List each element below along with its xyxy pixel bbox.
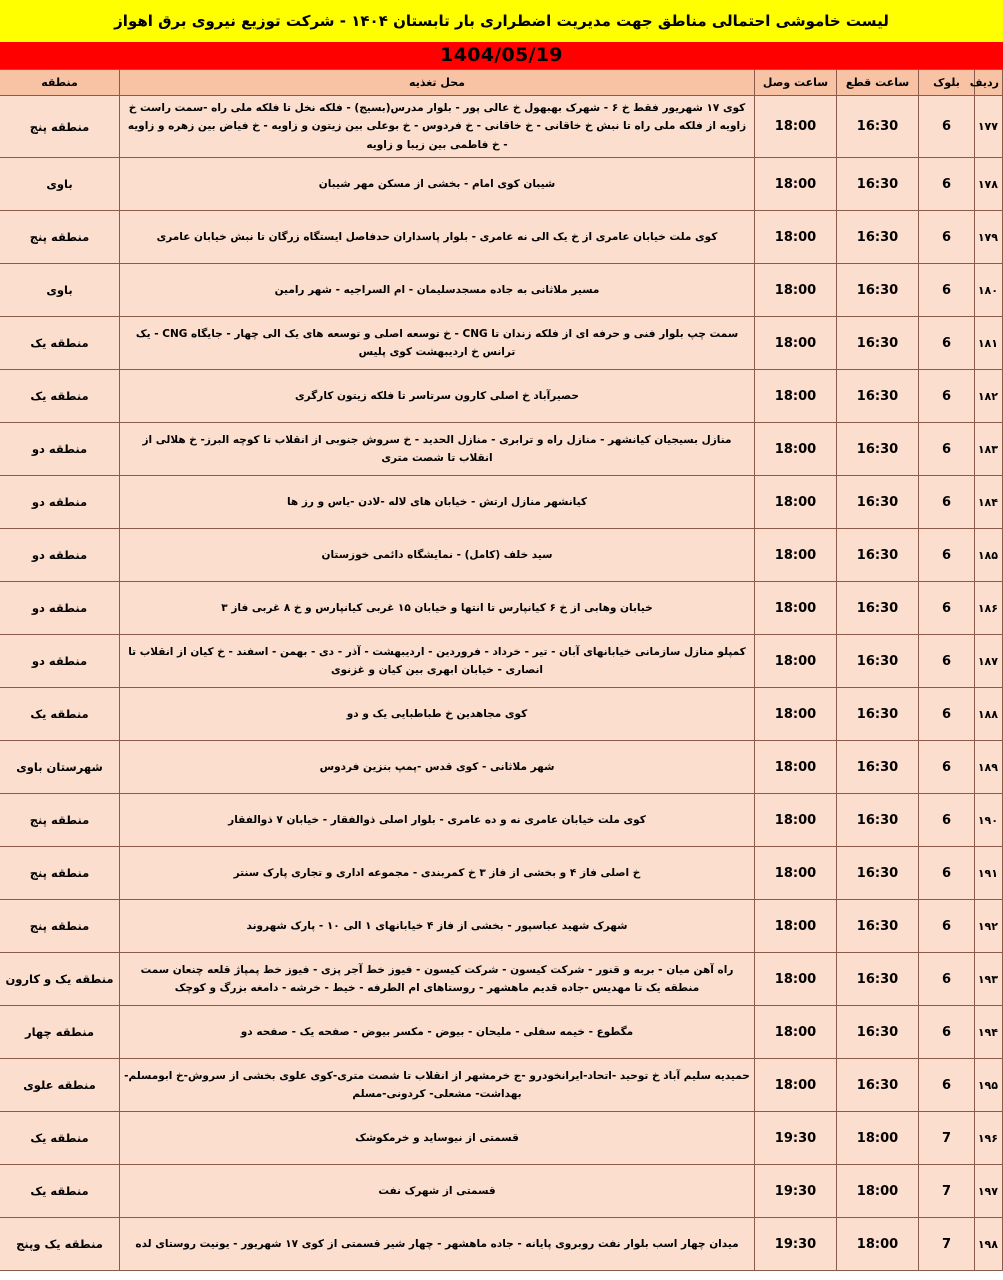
cell-off-time: 16:30 xyxy=(837,1059,919,1112)
cell-block: 6 xyxy=(919,1059,975,1112)
table-row xyxy=(0,1218,1003,1271)
cell-on-time: 18:00 xyxy=(755,423,837,476)
cell-radif: ۱۹۳ xyxy=(975,953,1003,1006)
cell-radif: ۱۹۲ xyxy=(975,900,1003,953)
cell-off-time: 18:00 xyxy=(837,1112,919,1165)
cell-radif: ۱۸۶ xyxy=(975,582,1003,635)
cell-address: شیبان کوی امام - بخشی از مسکن مهر شیبان xyxy=(120,158,755,211)
cell-on-time: 18:00 xyxy=(755,900,837,953)
cell-block: 6 xyxy=(919,688,975,741)
cell-region: منطقه یک وپنج xyxy=(0,1218,120,1271)
cell-on-time: 18:00 xyxy=(755,1059,837,1112)
cell-region: منطقه علوی xyxy=(0,1059,120,1112)
table-row xyxy=(0,158,1003,211)
cell-block: 6 xyxy=(919,847,975,900)
column-header-on-time: ساعت وصل xyxy=(755,70,837,96)
table-row xyxy=(0,1112,1003,1165)
cell-address: شهرک شهید عباسپور - بخشی از فاز ۴ خیابانهای ۱ الی ۱۰ - پارک شهروند xyxy=(120,900,755,953)
cell-block: 6 xyxy=(919,900,975,953)
cell-on-time: 19:30 xyxy=(755,1112,837,1165)
cell-radif: ۱۹۷ xyxy=(975,1165,1003,1218)
cell-on-time: 18:00 xyxy=(755,741,837,794)
cell-region: منطقه پنج xyxy=(0,211,120,264)
cell-off-time: 16:30 xyxy=(837,529,919,582)
cell-region: منطقه دو xyxy=(0,635,120,688)
cell-on-time: 18:00 xyxy=(755,635,837,688)
table-row xyxy=(0,317,1003,370)
cell-radif: ۱۸۹ xyxy=(975,741,1003,794)
cell-radif: ۱۸۳ xyxy=(975,423,1003,476)
cell-address: کوی ۱۷ شهریور فقط خ ۶ - شهرک بهبهول خ عالی پور - بلوار مدرس(بسیج) - فلکه نخل تا فلکه ملی راه -سمت راست خ زاویه از فلکه ملی راه تا نبش خ خاقانی - خ خاقانی - خ فردوس - خ بوعلی بین زیتون و زاویه - خ فیاض بین زهره و زاویه - خ فاطمی بین زیبا و زاویه xyxy=(120,96,755,158)
cell-region: شهرستان باوی xyxy=(0,741,120,794)
table-row xyxy=(0,423,1003,476)
cell-radif: ۱۹۱ xyxy=(975,847,1003,900)
cell-on-time: 18:00 xyxy=(755,582,837,635)
cell-off-time: 16:30 xyxy=(837,1006,919,1059)
cell-block: 6 xyxy=(919,953,975,1006)
cell-block: 6 xyxy=(919,794,975,847)
cell-address: خ اصلی فاز ۴ و بخشی از فاز ۳ خ کمربندی - مجموعه اداری و تجاری پارک سنتر xyxy=(120,847,755,900)
table-row xyxy=(0,211,1003,264)
table-row xyxy=(0,1006,1003,1059)
cell-region: منطقه چهار xyxy=(0,1006,120,1059)
cell-radif: ۱۸۴ xyxy=(975,476,1003,529)
table-row xyxy=(0,847,1003,900)
cell-off-time: 16:30 xyxy=(837,741,919,794)
cell-region: منطقه پنج xyxy=(0,900,120,953)
cell-block: 6 xyxy=(919,1006,975,1059)
table-row xyxy=(0,370,1003,423)
cell-address: حصیرآباد خ اصلی کارون سرتاسر تا فلکه زیتون کارگری xyxy=(120,370,755,423)
cell-off-time: 18:00 xyxy=(837,1165,919,1218)
table-row xyxy=(0,794,1003,847)
table-row xyxy=(0,96,1003,158)
cell-address: سید خلف (کامل) - نمایشگاه دائمی خوزستان xyxy=(120,529,755,582)
cell-off-time: 16:30 xyxy=(837,582,919,635)
cell-region: منطقه پنج xyxy=(0,96,120,158)
cell-off-time: 16:30 xyxy=(837,688,919,741)
cell-on-time: 18:00 xyxy=(755,476,837,529)
cell-radif: ۱۸۰ xyxy=(975,264,1003,317)
cell-radif: ۱۸۸ xyxy=(975,688,1003,741)
table-row xyxy=(0,900,1003,953)
cell-address: کوی ملت خیابان عامری نه و ده عامری - بلوار اصلی ذوالفقار - خیابان ۷ ذوالفقار xyxy=(120,794,755,847)
cell-address: شهر ملاثانی - کوی قدس -پمپ بنزین فردوس xyxy=(120,741,755,794)
schedule-date: 1404/05/19 xyxy=(0,42,1003,69)
cell-address: قسمتی از شهرک نفت xyxy=(120,1165,755,1218)
cell-region: منطقه دو xyxy=(0,529,120,582)
cell-region: منطقه یک و کارون xyxy=(0,953,120,1006)
table-row xyxy=(0,476,1003,529)
cell-block: 6 xyxy=(919,635,975,688)
cell-off-time: 16:30 xyxy=(837,370,919,423)
table-row xyxy=(0,953,1003,1006)
cell-region: منطقه یک xyxy=(0,1112,120,1165)
cell-on-time: 18:00 xyxy=(755,953,837,1006)
cell-address: کوی مجاهدین خ طباطبایی یک و دو xyxy=(120,688,755,741)
cell-block: 7 xyxy=(919,1165,975,1218)
cell-block: 6 xyxy=(919,582,975,635)
cell-off-time: 16:30 xyxy=(837,953,919,1006)
cell-on-time: 18:00 xyxy=(755,794,837,847)
cell-address: خیابان وهابی از خ ۶ کیانپارس تا انتها و خیابان ۱۵ غربی کیانپارس و خ ۸ غربی فاز ۳ xyxy=(120,582,755,635)
cell-block: 6 xyxy=(919,423,975,476)
cell-address: سمت چپ بلوار فنی و حرفه ای از فلکه زندان تا CNG - خ توسعه اصلی و توسعه های یک الی چهار - جایگاه CNG - یک ترانس خ اردیبهشت کوی پلیس xyxy=(120,317,755,370)
cell-radif: ۱۹۵ xyxy=(975,1059,1003,1112)
page-title: لیست خاموشی احتمالی مناطق جهت مدیریت اضطراری بار تابستان ۱۴۰۴ - شرکت توزیع نیروی برق اهواز xyxy=(0,0,1003,42)
cell-on-time: 18:00 xyxy=(755,688,837,741)
table-row xyxy=(0,1059,1003,1112)
cell-on-time: 18:00 xyxy=(755,264,837,317)
cell-block: 6 xyxy=(919,158,975,211)
cell-off-time: 16:30 xyxy=(837,211,919,264)
cell-radif: ۱۸۷ xyxy=(975,635,1003,688)
cell-radif: ۱۹۶ xyxy=(975,1112,1003,1165)
cell-radif: ۱۷۷ xyxy=(975,96,1003,158)
cell-radif: ۱۹۰ xyxy=(975,794,1003,847)
column-header-region: منطقه xyxy=(0,70,120,96)
cell-block: 6 xyxy=(919,476,975,529)
table-row xyxy=(0,529,1003,582)
cell-on-time: 18:00 xyxy=(755,847,837,900)
cell-region: منطقه یک xyxy=(0,1165,120,1218)
cell-block: 6 xyxy=(919,211,975,264)
cell-off-time: 16:30 xyxy=(837,423,919,476)
cell-off-time: 16:30 xyxy=(837,317,919,370)
cell-block: 6 xyxy=(919,529,975,582)
table-header xyxy=(0,70,1003,96)
cell-block: 6 xyxy=(919,264,975,317)
cell-on-time: 18:00 xyxy=(755,1006,837,1059)
cell-address: قسمتی از نیوساید و خرمکوشک xyxy=(120,1112,755,1165)
cell-on-time: 18:00 xyxy=(755,317,837,370)
cell-block: 7 xyxy=(919,1218,975,1271)
table-row xyxy=(0,264,1003,317)
cell-block: 7 xyxy=(919,1112,975,1165)
cell-block: 6 xyxy=(919,96,975,158)
cell-on-time: 19:30 xyxy=(755,1218,837,1271)
cell-region: منطقه پنج xyxy=(0,794,120,847)
cell-address: میدان چهار اسب بلوار نفت روبروی پایانه - جاده ماهشهر - چهار شیر قسمتی از کوی ۱۷ شهریور - یونیت روستای لده xyxy=(120,1218,755,1271)
cell-off-time: 16:30 xyxy=(837,635,919,688)
table-row xyxy=(0,582,1003,635)
cell-on-time: 18:00 xyxy=(755,211,837,264)
cell-address: کمپلو منازل سازمانی خیابانهای آبان - تیر - خرداد - فروردین - اردیبهشت - آذر - دی - بهمن - اسفند - خ کیان از انقلاب تا انصاری - خیابان ابهری بین کیان و غزنوی xyxy=(120,635,755,688)
cell-on-time: 18:00 xyxy=(755,529,837,582)
cell-block: 6 xyxy=(919,370,975,423)
cell-address: حمیدیه سلیم آباد خ توحید -اتحاد-ایرانخودرو -ج خرمشهر از انقلاب تا شصت متری-کوی علوی بخشی از سروش-خ ابومسلم- بهداشت- مشعلی- کردونی-مسلم xyxy=(120,1059,755,1112)
cell-off-time: 16:30 xyxy=(837,264,919,317)
cell-address: کوی ملت خیابان عامری از خ یک الی نه عامری - بلوار پاسداران حدفاصل ایستگاه زرگان تا نبش خیابان عامری xyxy=(120,211,755,264)
cell-off-time: 16:30 xyxy=(837,96,919,158)
column-header-radif: ردیف xyxy=(975,70,1003,96)
table-header-row xyxy=(0,70,1003,96)
cell-on-time: 19:30 xyxy=(755,1165,837,1218)
cell-region: باوی xyxy=(0,158,120,211)
cell-off-time: 16:30 xyxy=(837,476,919,529)
cell-region: باوی xyxy=(0,264,120,317)
cell-radif: ۱۷۸ xyxy=(975,158,1003,211)
cell-region: منطقه دو xyxy=(0,582,120,635)
outage-table xyxy=(0,69,1003,1271)
table-row xyxy=(0,688,1003,741)
column-header-off-time: ساعت قطع xyxy=(837,70,919,96)
cell-off-time: 16:30 xyxy=(837,847,919,900)
cell-radif: ۱۷۹ xyxy=(975,211,1003,264)
cell-block: 6 xyxy=(919,317,975,370)
cell-region: منطقه یک xyxy=(0,688,120,741)
cell-address: مسیر ملاثانی به جاده مسجدسلیمان - ام السراجیه - شهر رامین xyxy=(120,264,755,317)
cell-radif: ۱۸۵ xyxy=(975,529,1003,582)
table-body xyxy=(0,96,1003,1271)
cell-block: 6 xyxy=(919,741,975,794)
table-row xyxy=(0,635,1003,688)
cell-on-time: 18:00 xyxy=(755,370,837,423)
column-header-address: محل تغذیه xyxy=(120,70,755,96)
cell-off-time: 16:30 xyxy=(837,158,919,211)
cell-radif: ۱۸۱ xyxy=(975,317,1003,370)
column-header-block: بلوک xyxy=(919,70,975,96)
cell-region: منطقه دو xyxy=(0,476,120,529)
cell-on-time: 18:00 xyxy=(755,158,837,211)
cell-region: منطقه دو xyxy=(0,423,120,476)
cell-region: منطقه یک xyxy=(0,370,120,423)
cell-off-time: 16:30 xyxy=(837,900,919,953)
cell-address: راه آهن میان - بربه و قنور - شرکت کیسون - شرکت کیسون - فیوز خط آجر پزی - فیوز خط پمپاژ قلعه چنعان سمت منطقه یک تا مهدیس -جاده قدیم ماهشهر - روستاهای ام الطرفه - خیط - خرشه - دامغه بزرگ و کوچک xyxy=(120,953,755,1006)
cell-on-time: 18:00 xyxy=(755,96,837,158)
table-row xyxy=(0,741,1003,794)
cell-address: مگطوع - خیمه سفلی - ملیحان - بیوض - مکسر بیوض - صفحه یک - صفحه دو xyxy=(120,1006,755,1059)
table-row xyxy=(0,1165,1003,1218)
cell-off-time: 16:30 xyxy=(837,794,919,847)
cell-off-time: 18:00 xyxy=(837,1218,919,1271)
cell-radif: ۱۸۲ xyxy=(975,370,1003,423)
cell-radif: ۱۹۸ xyxy=(975,1218,1003,1271)
cell-address: کیانشهر منازل ارتش - خیابان های لاله -لادن -یاس و رز ها xyxy=(120,476,755,529)
cell-radif: ۱۹۴ xyxy=(975,1006,1003,1059)
cell-address: منازل بسیجیان کیانشهر - منازل راه و ترابری - منازل الحدید - خ سروش جنوبی از انقلاب تا کوچه البرز- خ هلالی از انقلاب تا شصت متری xyxy=(120,423,755,476)
cell-region: منطقه یک xyxy=(0,317,120,370)
cell-region: منطقه پنج xyxy=(0,847,120,900)
